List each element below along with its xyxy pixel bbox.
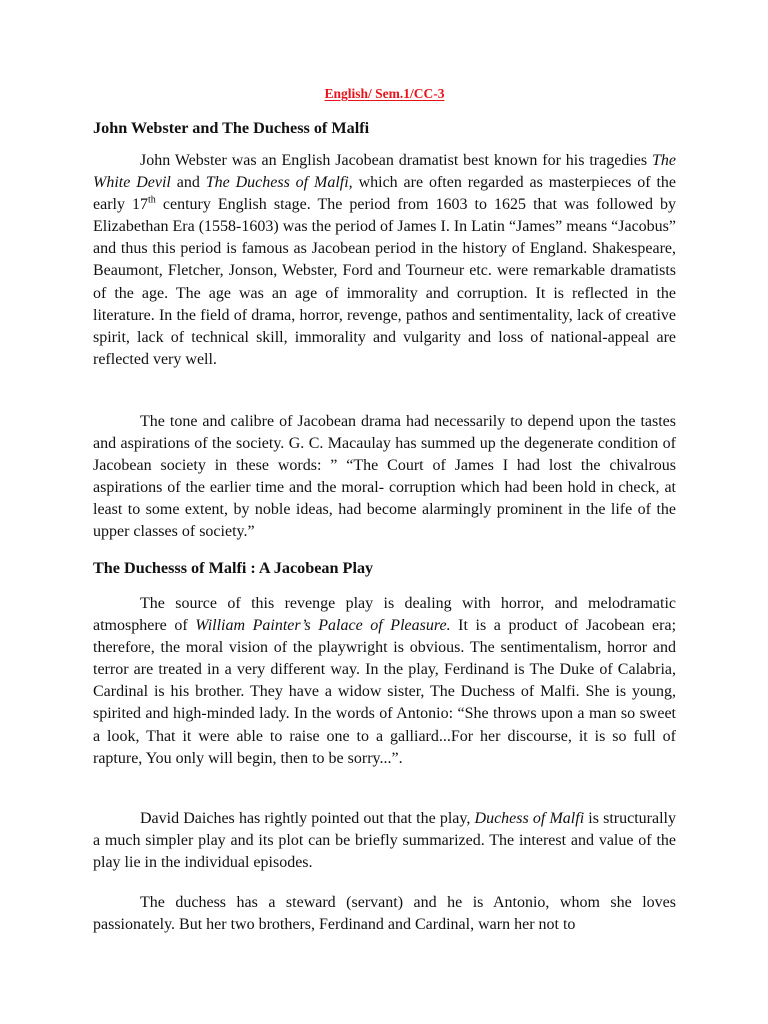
paragraph-text: David Daiches has rightly pointed out that the play,	[140, 810, 475, 827]
ordinal-superscript: th	[148, 194, 156, 206]
play-title-duchess-of-malfi: Duchess of Malfi	[474, 810, 585, 827]
paragraph-text: and	[170, 174, 206, 192]
paragraph-text: It is a product of Jacobean era; therefore, the moral vision of the playwright is obvious. The sentimentalism, horror and terror are treated in a very different way. In the play, Ferdinand is The Duke of Calabria, Cardinal is his brother. They have a widow sister, The Duchess of Malfi. She is young, spirited and high-minded lady. In the words of Antonio: “She throws upon a man so sweet a look, That it were able to raise one to a galliard...For her discourse, it is so full of rapture, You only will begin, then to be sorry...”.	[93, 617, 677, 767]
paragraph-text: century English stage. The period from 1603 to 1625 that was followed by Elizabethan Era (1558-1603) was the period of James I. In Latin “James” means “Jacobus” and thus this period is famous as Jacobean period in the history of England. Shakespeare, Beaumont, Fletcher, Jonson, Webster, Ford and Tourneur etc. were remarkable dramatists of the age. The age was an age of immorality and corruption. It is reflected in the literature. In the field of drama, horror, revenge, pathos and sentimentality, lack of creative spirit, lack of technical skill, immorality and vulgarity and loss of national-appeal are reflected very well.	[93, 196, 676, 368]
play-title-duchess-of-malfi: The Duchess of Malfi,	[205, 174, 353, 192]
source-title-palace-of-pleasure: William Painter’s Palace of Pleasure.	[195, 617, 451, 635]
paragraph-jacobean-drama: The tone and calibre of Jacobean drama had necessarily to depend upon the tastes and aspirations of the society. G. C. Macaulay has summed up the degenerate condition of Jacobean society in these words: ” “The Court of James I had lost the chivalrous aspirations of the earlier time and the moral- corruption which had been hold in check, at least to some extent, by noble ideas, had become alarmingly prominent in the life of the upper classes of society.”	[93, 413, 676, 541]
paragraph-text: which are often regarded as masterpieces of the early 17	[93, 174, 677, 214]
play-title-white-devil: The White Devil	[93, 152, 676, 192]
section-heading-jacobean-play: The Duchesss of Malfi : A Jacobean Play	[93, 559, 374, 577]
course-code: English/ Sem.1/CC-3	[324, 86, 445, 101]
paragraph-text: John Webster was an English Jacobean dramatist best known for his tragedies	[140, 152, 652, 169]
paragraph-text: The source of this revenge play is dealing with horror, and melodramatic atmosphere of	[93, 595, 676, 635]
paragraph-text: is structurally a much simpler play and its plot can be briefly summarized. The interest and value of the play lie in the individual episodes.	[93, 810, 677, 872]
section-heading-webster: John Webster and The Duchess of Malfi	[93, 119, 370, 137]
paragraph-daiches	[93, 808, 676, 874]
paragraph-steward: The duchess has a steward (servant) and he is Antonio, whom she loves passionately. But her two brothers, Ferdinand and Cardinal, warn her not to	[93, 894, 676, 934]
paragraph-webster-intro	[93, 150, 676, 371]
paragraph-play-source	[93, 593, 676, 770]
